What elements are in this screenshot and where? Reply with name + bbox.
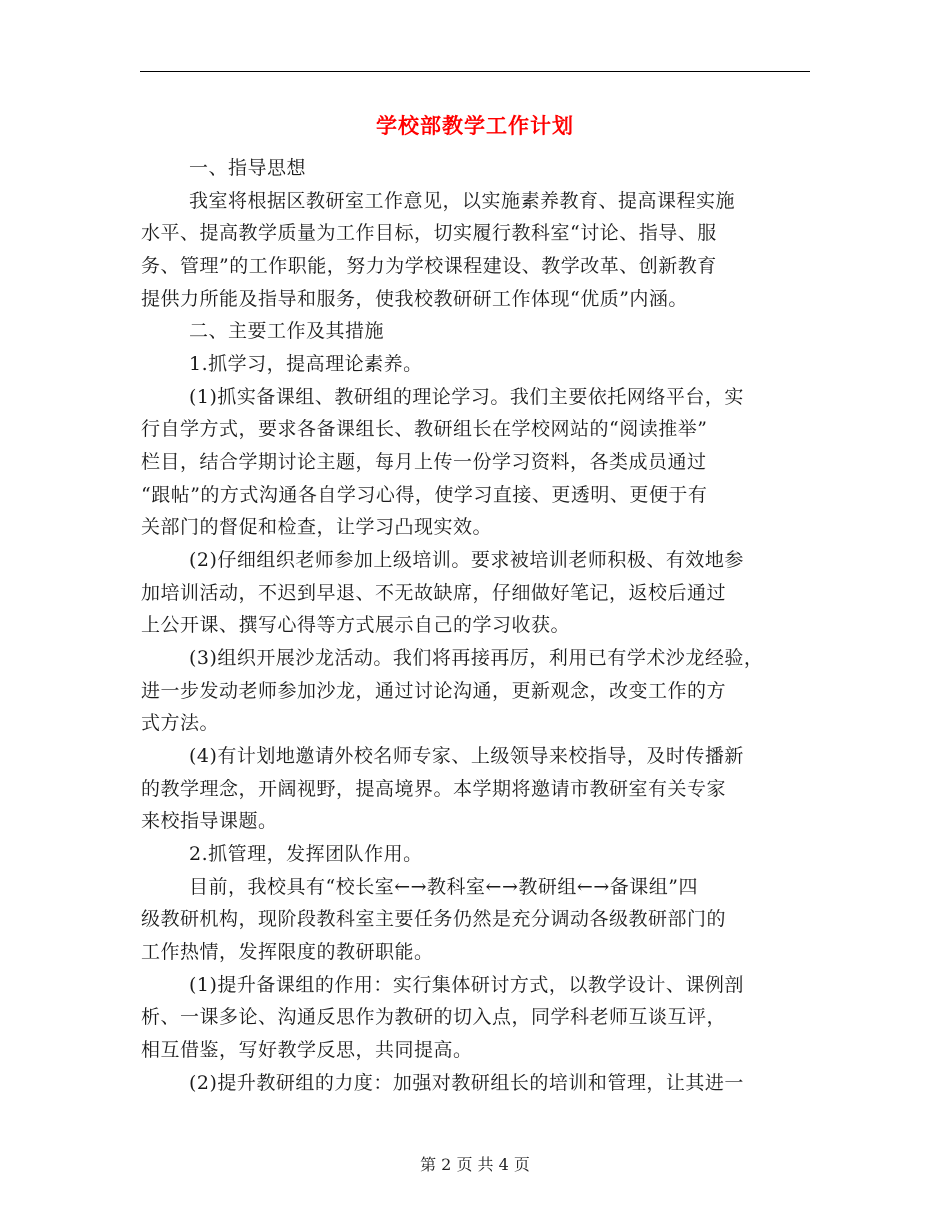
page-footer: 第 2 页 共 4 页	[420, 1155, 530, 1174]
paragraph-line: 提供力所能及指导和服务，使我校教研研工作体现“优质”内涵。	[141, 288, 688, 310]
paragraph-line: 水平、提高教学质量为工作目标，切实履行教科室“讨论、指导、服	[141, 222, 717, 244]
paragraph-line: “跟帖”的方式沟通各自学习心得，使学习直接、更透明、更便于有	[141, 484, 708, 506]
section-heading: 一、指导思想	[189, 157, 307, 179]
paragraph-line: (1)提升备课组的作用：实行集体研讨方式，以教学设计、课例剖	[189, 974, 744, 996]
paragraph-line: (1)抓实备课组、教研组的理论学习。我们主要依托网络平台，实	[189, 386, 744, 408]
paragraph-line: 目前，我校具有“校长室←→教科室←→教研组←→备课组”四	[189, 876, 698, 898]
document-title: 学校部教学工作计划	[376, 113, 574, 138]
paragraph-line: 关部门的督促和检查，让学习凸现实效。	[141, 516, 493, 538]
header-rule	[140, 71, 810, 72]
subsection-heading: 2.抓管理，发挥团队作用。	[189, 843, 423, 865]
paragraph-line: 析、一课多论、沟通反思作为教研的切入点，同学科老师互谈互评，	[141, 1006, 727, 1028]
paragraph-line: (3)组织开展沙龙活动。我们将再接再厉，利用已有学术沙龙经验，	[189, 647, 764, 669]
paragraph-line: (2)提升教研组的力度：加强对教研组长的培训和管理，让其进一	[189, 1072, 744, 1094]
paragraph-line: 栏目，结合学期讨论主题，每月上传一份学习资料，各类成员通过	[141, 451, 707, 473]
paragraph-line: 进一步发动老师参加沙龙，通过讨论沟通，更新观念，改变工作的方	[141, 680, 727, 702]
paragraph-line: 的教学理念，开阔视野，提高境界。本学期将邀请市教研室有关专家	[141, 778, 727, 800]
paragraph-line: 行自学方式，要求各备课组长、教研组长在学校网站的“阅读推举”	[141, 418, 708, 440]
paragraph-line: 加培训活动，不迟到早退、不无故缺席，仔细做好笔记，返校后通过	[141, 582, 727, 604]
paragraph-line: 务、管理”的工作职能，努力为学校课程建设、教学改革、创新教育	[141, 255, 717, 277]
subsection-heading: 1.抓学习，提高理论素养。	[189, 353, 423, 375]
paragraph-line: 来校指导课题。	[141, 810, 278, 832]
paragraph-line: 上公开课、撰写心得等方式展示自己的学习收获。	[141, 614, 571, 636]
section-heading: 二、主要工作及其措施	[189, 320, 385, 342]
paragraph-line: (2)仔细组织老师参加上级培训。要求被培训老师积极、有效地参	[189, 549, 744, 571]
paragraph-line: 级教研机构，现阶段教科室主要任务仍然是充分调动各级教研部门的	[141, 908, 727, 930]
paragraph-line: 我室将根据区教研室工作意见，以实施素养教育、提高课程实施	[189, 190, 736, 212]
paragraph-line: (4)有计划地邀请外校名师专家、上级领导来校指导，及时传播新	[189, 745, 744, 767]
paragraph-line: 式方法。	[141, 712, 220, 734]
paragraph-line: 相互借鉴，写好教学反思，共同提高。	[141, 1039, 473, 1061]
paragraph-line: 工作热情，发挥限度的教研职能。	[141, 941, 434, 963]
